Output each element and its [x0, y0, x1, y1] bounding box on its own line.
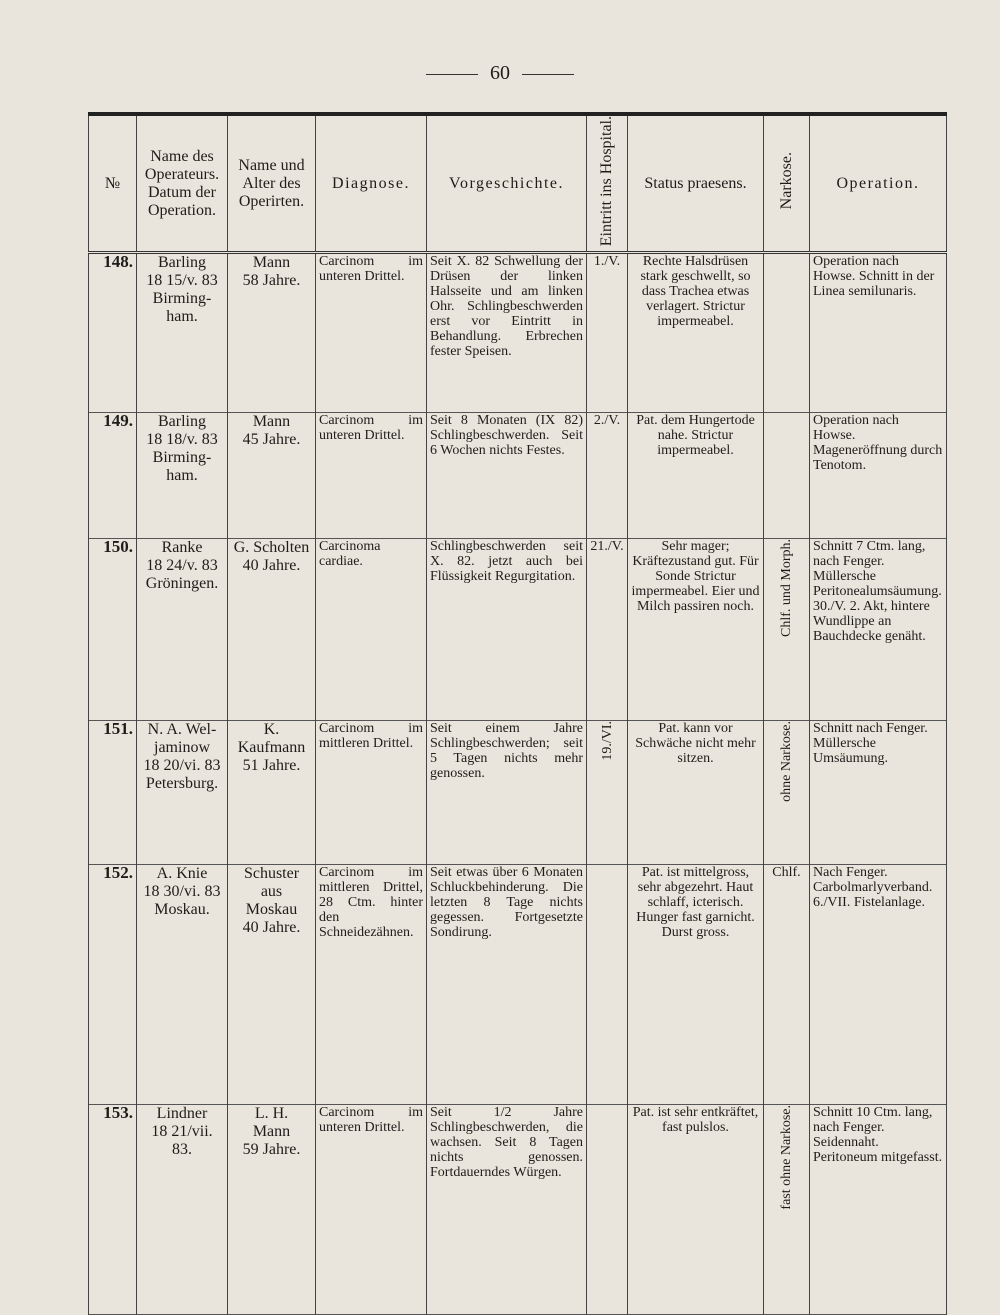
status-cell [628, 721, 764, 865]
history-cell [427, 721, 587, 865]
case-number: 150. [103, 537, 133, 557]
entry-cell [587, 721, 628, 865]
operator-line: Gröningen. [145, 575, 219, 593]
history-text: Schlingbeschwerden seit X. 82. jetzt auch bei Flüssigkeit Regurgitation. [430, 539, 583, 585]
case-rows [89, 253, 947, 1315]
operator-line: Barling [158, 413, 206, 431]
operation-text: Nach Fenger. Carbolmarlyverband. 6./VII. Fistelanlage. [813, 865, 933, 911]
page-number-rule-right [522, 74, 574, 75]
header-diagnosis: Diagnose. [316, 114, 427, 253]
history-text: Seit einem Jahre Schlingbeschwerden; seit 5 Tagen nichts mehr genossen. [430, 721, 583, 782]
diagnosis-text: Carcinom im unteren Drittel. [319, 1105, 423, 1136]
narcosis-cell [764, 253, 810, 413]
diagnosis-cell [316, 413, 427, 539]
case-number: 148. [103, 252, 133, 272]
entry-cell [587, 253, 628, 413]
case-row [89, 413, 947, 539]
case-row [89, 253, 947, 413]
case-number-cell [89, 539, 137, 721]
header-no: № [89, 114, 137, 253]
patient-cell [228, 1105, 316, 1315]
case-table [88, 112, 947, 1315]
operator-line: Barling [158, 254, 206, 272]
case-number: 149. [103, 411, 133, 431]
narcosis-text: fast ohne Narkose. [779, 1105, 794, 1210]
operation-cell [810, 539, 947, 721]
status-text: Pat. kann vor Schwäche nicht mehr sitzen. [635, 721, 756, 767]
operation-text: Schnitt 10 Ctm. lang, nach Fenger. Seidennaht. Peritoneum mitgefasst. [813, 1105, 943, 1166]
patient-line: Mann [252, 413, 291, 431]
operation-cell [810, 1105, 947, 1315]
diagnosis-text: Carcinom im unteren Drittel. [319, 254, 423, 285]
case-number: 151. [103, 719, 133, 739]
history-cell [427, 539, 587, 721]
patient-line: L. H. [254, 1105, 289, 1123]
entry-text: 19./VI. [599, 721, 615, 761]
diagnosis-text: Carcinom im unteren Drittel. [319, 413, 423, 444]
patient-cell [228, 865, 316, 1105]
history-cell [427, 413, 587, 539]
operation-text: Schnitt nach Fenger. Müllersche Umsäumung. [813, 721, 928, 767]
history-cell [427, 1105, 587, 1315]
operation-text: Schnitt 7 Ctm. lang, nach Fenger. Müllersche Peritonealumsäumung. 30./V. 2. Akt, hintere Wundlippe an Bauchdecke genäht. [813, 539, 942, 645]
history-text: Seit 8 Monaten (IX 82) Schlingbeschwerden. Seit 6 Wochen nichts Festes. [430, 413, 583, 459]
patient-cell [228, 253, 316, 413]
case-row [89, 1105, 947, 1315]
status-text: Pat. ist sehr entkräftet, fast pulslos. [632, 1105, 759, 1136]
operator-line: A. Knie [156, 865, 208, 883]
header-status: Status praesens. [628, 114, 764, 253]
header-entry [587, 114, 628, 253]
operation-text: Operation nach Howse. Mageneröffnung durch Tenotom. [813, 413, 943, 474]
operator-cell [137, 865, 228, 1105]
operation-cell [810, 253, 947, 413]
operator-line: Ranke [161, 539, 203, 557]
status-cell [628, 539, 764, 721]
operator-line: 18 30/vi. 83 [143, 883, 221, 901]
header-history: Vorgeschichte. [427, 114, 587, 253]
diagnosis-text: Carcinoma cardiae. [319, 539, 381, 570]
history-cell [427, 253, 587, 413]
case-number: 153. [103, 1103, 133, 1123]
page-number [0, 62, 1000, 85]
status-cell [628, 253, 764, 413]
narcosis-cell [764, 413, 810, 539]
case-row [89, 539, 947, 721]
header-operation: Operation. [810, 114, 947, 253]
header-row [89, 114, 947, 253]
status-text: Rechte Halsdrüsen stark geschwellt, so dass Trachea etwas verlagert. Strictur impermeabel. [640, 254, 751, 330]
patient-line: 45 Jahre. [242, 431, 301, 449]
operator-line: 18 18/v. 83 [146, 431, 218, 449]
patient-line: 59 Jahre. [242, 1141, 301, 1159]
patient-line: Kaufmann [237, 739, 306, 757]
entry-cell [587, 865, 628, 1105]
operator-line: Lindner [156, 1105, 208, 1123]
patient-line: aus [260, 883, 283, 901]
operator-line: N. A. Wel- [147, 721, 217, 739]
narcosis-cell [764, 721, 810, 865]
operator-line: Petersburg. [145, 775, 219, 793]
narcosis-text: ohne Narkose. [779, 721, 794, 803]
case-row [89, 865, 947, 1105]
case-number-cell [89, 721, 137, 865]
case-number-cell [89, 413, 137, 539]
case-row [89, 721, 947, 865]
operator-cell [137, 413, 228, 539]
case-number: 152. [103, 863, 133, 883]
patient-line: Schuster [243, 865, 300, 883]
patient-cell [228, 413, 316, 539]
patient-cell [228, 539, 316, 721]
operator-line: ham. [166, 308, 198, 326]
narcosis-cell [764, 539, 810, 721]
entry-text: 21./V. [590, 539, 624, 555]
status-text: Sehr mager; Kräftezustand gut. Für Sonde Strictur impermeabel. Eier und Milch passiren noch. [631, 539, 760, 615]
operator-line: 18 20/vi. 83 [143, 757, 221, 775]
entry-cell [587, 539, 628, 721]
operation-cell [810, 865, 947, 1105]
operator-line: jaminow [154, 739, 210, 757]
status-text: Pat. ist mittelgross, sehr abgezehrt. Haut schlaff, icterisch. Hunger fast garnicht. Durst gross. [636, 865, 755, 941]
operation-cell [810, 721, 947, 865]
header-narcosis-text: Narkose. [777, 152, 795, 210]
header-entry-text: Eintritt ins Hospital. [598, 116, 615, 247]
operator-cell [137, 721, 228, 865]
patient-line: Moskau [245, 901, 298, 919]
entry-cell [587, 413, 628, 539]
header-narcosis [764, 114, 810, 253]
narcosis-text: Chlf. [772, 865, 801, 881]
status-cell [628, 1105, 764, 1315]
operation-cell [810, 413, 947, 539]
operator-line: 18 21/vii. 83. [151, 1123, 213, 1159]
operation-text: Operation nach Howse. Schnitt in der Linea semilunaris. [813, 254, 935, 300]
history-text: Seit X. 82 Schwellung der Drüsen der linken Halsseite und am linken Ohr. Schlingbeschwerden erst vor Eintritt in Behandlung. Erbrechen fester Speisen. [430, 254, 583, 360]
page-number-rule-left [426, 74, 478, 75]
diagnosis-text: Carcinom im mittleren Drittel, 28 Ctm. hinter den Schneidezähnen. [319, 865, 423, 941]
operator-line: 18 15/v. 83 [146, 272, 218, 290]
patient-cell [228, 721, 316, 865]
narcosis-cell [764, 865, 810, 1105]
case-number-cell [89, 253, 137, 413]
patient-line: 58 Jahre. [242, 272, 301, 290]
entry-cell [587, 1105, 628, 1315]
status-cell [628, 413, 764, 539]
patient-line: 51 Jahre. [242, 757, 301, 775]
header-operator: Name des Operateurs. Datum der Operation. [137, 114, 228, 253]
operator-line: Birming- [152, 290, 212, 308]
patient-line: G. Scholten [233, 539, 310, 557]
patient-line: Mann [252, 254, 291, 272]
patient-line: 40 Jahre. [242, 557, 301, 575]
history-text: Seit 1/2 Jahre Schlingbeschwerden, die wachsen. Seit 8 Tagen nichts genossen. Fortdauerndes Würgen. [430, 1105, 583, 1181]
patient-line: K. [263, 721, 280, 739]
case-number-cell [89, 1105, 137, 1315]
narcosis-text: Chlf. und Morph. [779, 539, 794, 638]
status-text: Pat. dem Hungertode nahe. Strictur impermeabel. [636, 413, 755, 459]
diagnosis-cell [316, 1105, 427, 1315]
operator-cell [137, 539, 228, 721]
operator-line: Birming- [152, 449, 212, 467]
history-cell [427, 865, 587, 1105]
patient-line: Mann [252, 1123, 291, 1141]
narcosis-cell [764, 1105, 810, 1315]
status-cell [628, 865, 764, 1105]
history-text: Seit etwas über 6 Monaten Schluckbehinderung. Die letzten 8 Tage nichts gegessen. Fortgesetzte Sondirung. [430, 865, 583, 941]
operator-cell [137, 1105, 228, 1315]
diagnosis-cell [316, 721, 427, 865]
case-number-cell [89, 865, 137, 1105]
header-patient: Name und Alter des Operirten. [228, 114, 316, 253]
entry-text: 1./V. [593, 254, 621, 270]
operator-line: ham. [166, 467, 198, 485]
page-number-text: 60 [490, 62, 510, 84]
patient-line: 40 Jahre. [242, 919, 301, 937]
diagnosis-cell [316, 865, 427, 1105]
operator-line: Moskau. [154, 901, 210, 919]
entry-text: 2./V. [593, 413, 621, 429]
operator-cell [137, 253, 228, 413]
operator-line: 18 24/v. 83 [146, 557, 218, 575]
diagnosis-cell [316, 253, 427, 413]
diagnosis-cell [316, 539, 427, 721]
diagnosis-text: Carcinom im mittleren Drittel. [319, 721, 423, 752]
